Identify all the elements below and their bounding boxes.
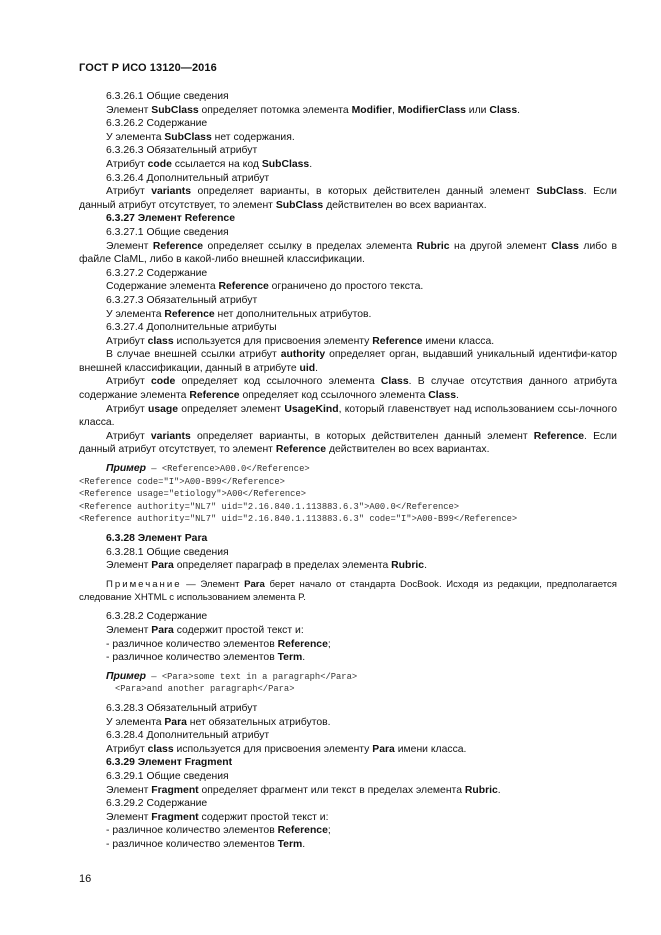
subsection-heading: 6.3.29.2 Содержание — [106, 798, 208, 810]
example-label: Пример — [106, 670, 146, 682]
paragraph: Атрибут usage определяет элемент UsageKind, который главенствует над использованием ссы-лочного класса. — [79, 403, 618, 429]
paragraph: Атрибут class используется для присвоения элементу Para имени класса. — [106, 743, 467, 755]
subsection-heading: 6.3.26.4 Дополнительный атрибут — [106, 172, 270, 184]
subsection-heading: 6.3.27.3 Обязательный атрибут — [106, 294, 258, 306]
subsection-heading: 6.3.28.2 Содержание — [106, 611, 208, 623]
paragraph: Атрибут variants определяет варианты, в которых действителен данный элемент SubClass. Если данный атрибут отсутствует, то элемент SubClass действителен во всех вариантах. — [79, 186, 617, 211]
subsection-heading: 6.3.28.4 Дополнительный атрибут — [106, 730, 270, 742]
paragraph: Элемент Para содержит простой текст и: — [106, 624, 304, 636]
page-body — [79, 90, 617, 851]
paragraph: Атрибут code определяет код ссылочного элемента Class. В случае отсутствия данного атрибута содержание элемента Reference определяет код ссылочного элемента Class. — [79, 376, 618, 402]
subsection-heading: 6.3.27.2 Содержание — [106, 267, 208, 279]
code-example-line: <Reference usage="etiology">A00</Reference> — [79, 489, 306, 500]
paragraph: Элемент Para определяет параграф в пределах элемента Rubric. — [106, 560, 427, 572]
paragraph: У элемента Para нет обязательных атрибутов. — [106, 716, 331, 728]
paragraph: У элемента SubClass нет содержания. — [106, 131, 295, 143]
paragraph: Элемент Fragment содержит простой текст и: — [106, 811, 329, 823]
subsection-heading: 6.3.27.1 Общие сведения — [106, 226, 229, 238]
paragraph: У элемента Reference нет дополнительных атрибутов. — [106, 308, 372, 320]
section-heading: 6.3.28 Элемент Para — [106, 533, 208, 544]
subsection-heading: 6.3.28.1 Общие сведения — [106, 546, 229, 558]
note-label: Примечание — [106, 578, 182, 590]
section-heading: 6.3.29 Элемент Fragment — [106, 757, 233, 769]
code-example-line: Пример — <Reference>A00.0</Reference> — [106, 463, 310, 475]
subsection-heading: 6.3.27.4 Дополнительные атрибуты — [106, 322, 277, 334]
paragraph: Атрибут class используется для присвоения элементу Reference имени класса. — [106, 335, 495, 347]
paragraph: Атрибут variants определяет варианты, в которых действителен данный элемент Reference. Если данный атрибут отсутствует, то элемент Reference действителен во всех вариантах. — [79, 430, 617, 456]
code-example-line: <Reference authority="NL7" uid="2.16.840.1.113883.6.3">A00.0</Reference> — [79, 501, 460, 512]
page-number: 16 — [79, 873, 92, 885]
document-header: ГОСТ Р ИСО 13120—2016 — [79, 62, 217, 74]
subsection-heading: 6.3.26.2 Содержание — [106, 118, 208, 130]
paragraph: Содержание элемента Reference ограничено до простого текста. — [106, 281, 424, 293]
code-example-line: <Reference code="I">A00-B99</Reference> — [79, 476, 285, 487]
subsection-heading: 6.3.26.1 Общие сведения — [106, 91, 229, 102]
subsection-heading: 6.3.26.3 Обязательный атрибут — [106, 145, 258, 157]
example-label: Пример — [106, 463, 146, 475]
note: Примечание — Элемент Para берет начало от стандарта DocBook. Исходя из редакции, предполагается следование XHTML с использованием элемента P. — [79, 578, 617, 603]
paragraph: Атрибут code ссылается на код SubClass. — [106, 158, 313, 170]
list-item: - различное количество элементов Reference; — [106, 825, 331, 837]
paragraph: В случае внешней ссылки атрибут authority определяет орган, выдавший уникальный идентифи-катор внешней классификации, данный в атрибуте uid. — [79, 349, 617, 374]
code-example-line: <Reference authority="NL7" uid="2.16.840.1.113883.6.3" code="I">A00-B99</Reference> — [79, 514, 518, 525]
list-item: - различное количество элементов Reference; — [106, 638, 331, 650]
subsection-heading: 6.3.29.1 Общие сведения — [106, 770, 229, 782]
list-item: - различное количество элементов Term. — [106, 652, 306, 664]
section-heading: 6.3.27 Элемент Reference — [106, 213, 235, 225]
paragraph: Элемент Fragment определяет фрагмент или текст в пределах элемента Rubric. — [106, 784, 501, 796]
code-example-line: Пример — <Para>some text in a paragraph</Para> — [106, 670, 358, 682]
code-example-line: <Para>and another paragraph</Para> — [115, 684, 295, 695]
paragraph: Элемент Reference определяет ссылку в пределах элемента Rubric на другой элемент Class либо в файле ClaML, либо в какой-либо внешней классификации. — [79, 240, 617, 266]
paragraph: Элемент SubClass определяет потомка элемента Modifier, ModifierClass или Class. — [106, 104, 520, 116]
list-item: - различное количество элементов Term. — [106, 838, 306, 850]
subsection-heading: 6.3.28.3 Обязательный атрибут — [106, 702, 258, 714]
